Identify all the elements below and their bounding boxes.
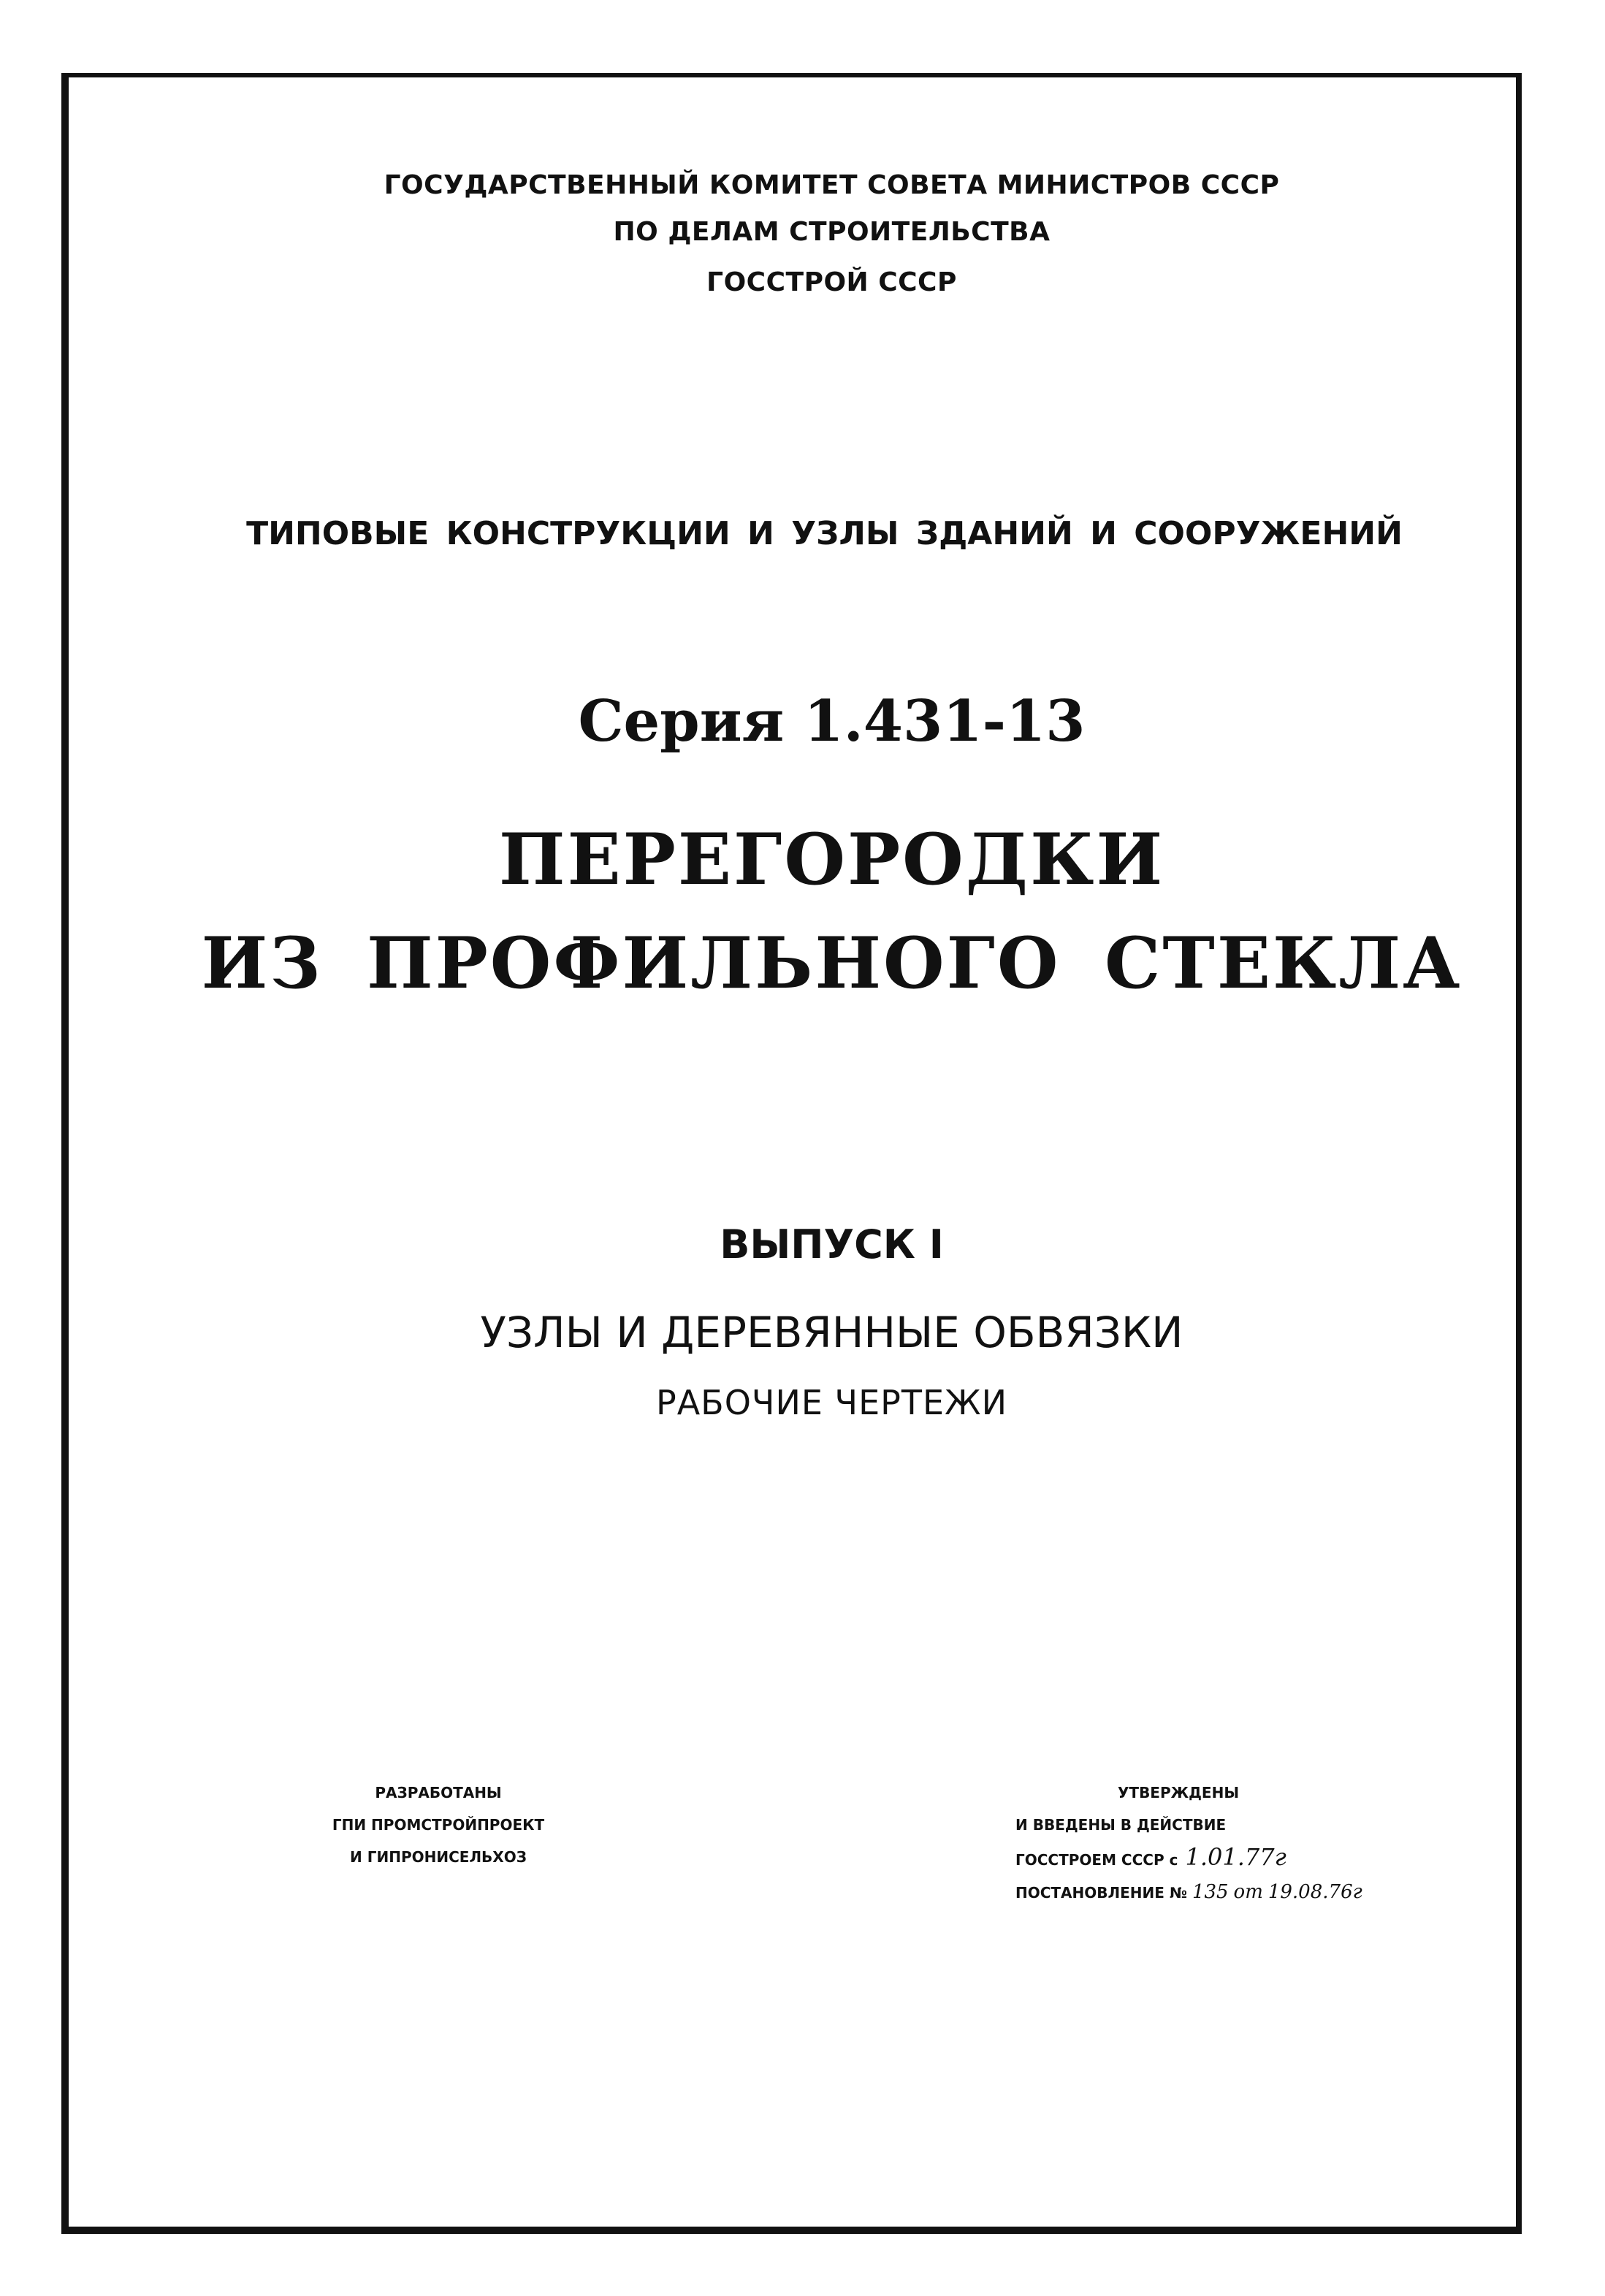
developed-org-2: И ГИПРОНИСЕЛЬХОЗ (350, 1848, 527, 1866)
header-committee: ГОСУДАРСТВЕННЫЙ КОМИТЕТ СОВЕТА МИНИСТРОВ СССР (384, 170, 1280, 200)
decree-date: 19.08.76г (1267, 1881, 1362, 1903)
approved-label: УТВЕРЖДЕНЫ (1118, 1784, 1240, 1801)
issue-drawings: РАБОЧИЕ ЧЕРТЕЖИ (655, 1383, 1008, 1422)
approved-line-4 (1015, 1876, 1527, 1909)
header-department: ПО ДЕЛАМ СТРОИТЕЛЬСТВА (613, 217, 1051, 247)
approved-line-2: И ВВЕДЕНЫ В ДЕЙСТВИЕ (1015, 1816, 1227, 1834)
developed-by-block (278, 1777, 599, 1873)
series-type: ТИПОВЫЕ КОНСТРУКЦИИ И УЗЛЫ ЗДАНИЙ И СООРУЖЕНИЙ (246, 515, 1403, 552)
decree-from: от (1233, 1881, 1263, 1903)
page-border (61, 73, 1522, 2234)
title-line-2: ИЗ ПРОФИЛЬНОГО СТЕКЛА (201, 922, 1463, 1004)
decree-label: ПОСТАНОВЛЕНИЕ № (1015, 1884, 1187, 1902)
approved-line-3 (1015, 1841, 1527, 1876)
title-line-1: ПЕРЕГОРОДКИ (498, 818, 1165, 901)
decree-number: 135 (1192, 1881, 1229, 1903)
approved-gosstroy: ГОССТРОЕМ СССР с (1015, 1851, 1178, 1869)
issue-subtitle: УЗЛЫ И ДЕРЕВЯННЫЕ ОБВЯЗКИ (480, 1308, 1183, 1357)
series-number: Серия 1.431-13 (578, 688, 1086, 755)
developed-label: РАЗРАБОТАНЫ (375, 1784, 502, 1801)
issue-number: ВЫПУСК I (720, 1221, 944, 1267)
header-gosstroy: ГОССТРОЙ СССР (706, 267, 957, 297)
approved-block (1015, 1777, 1527, 1909)
effective-date: 1.01.77г (1185, 1843, 1286, 1871)
developed-org-1: ГПИ ПРОМСТРОЙПРОЕКТ (332, 1816, 545, 1834)
